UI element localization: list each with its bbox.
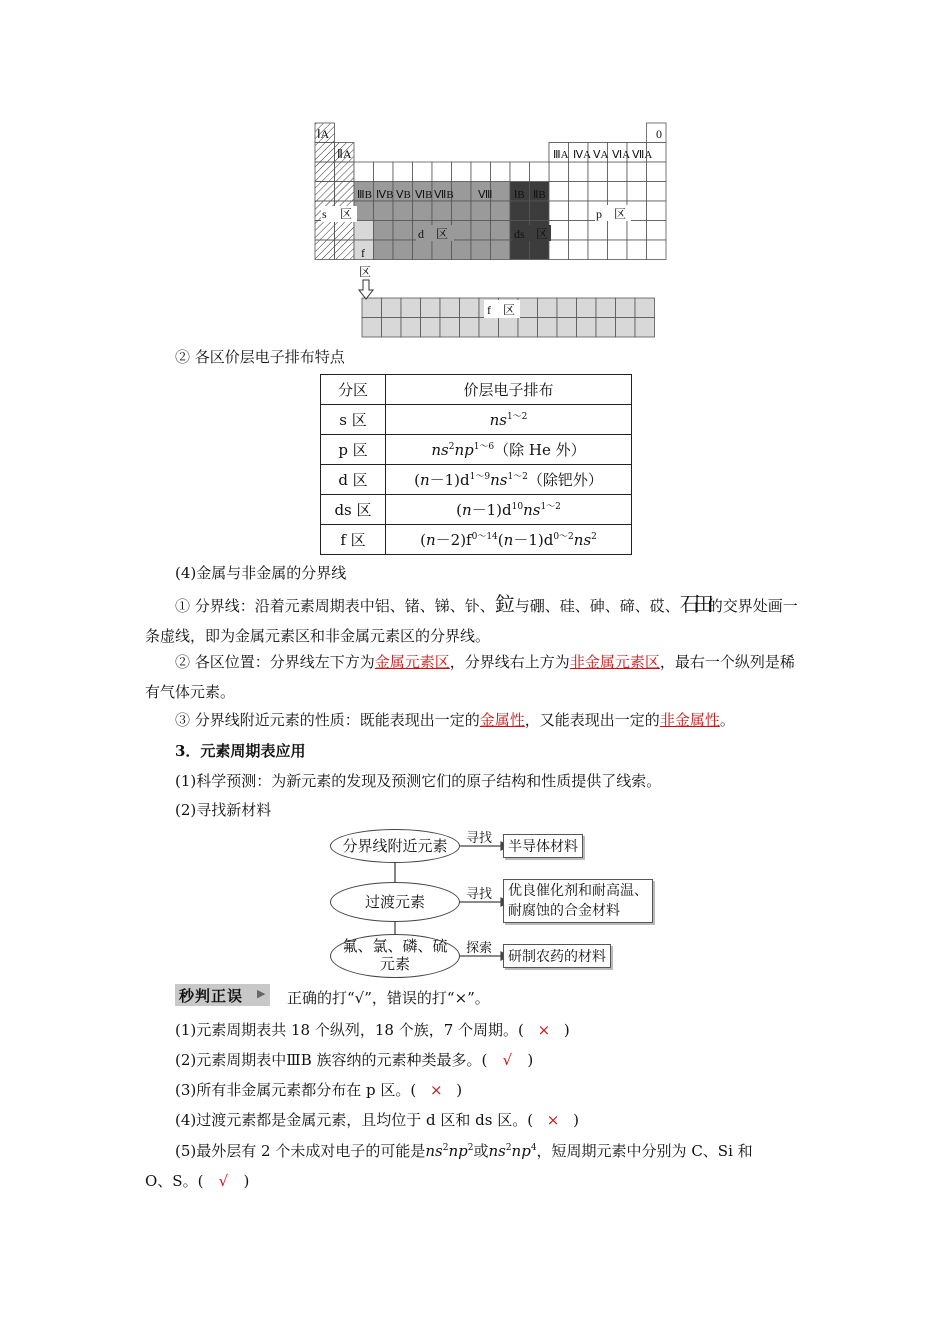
- zone-cell: ds 区: [321, 495, 386, 525]
- quiz-item-1: (1)元素周期表共 18 个纵列，18 个族，7 个周期。( × ): [175, 1021, 570, 1039]
- table-header-config: 价层电子排布: [386, 375, 632, 405]
- quiz-item-5-cont: O、S。( √ ): [145, 1172, 250, 1190]
- p-block-cell: [588, 182, 608, 202]
- lanthanide-actinide-cell: [382, 298, 402, 318]
- d-block-cell: [452, 221, 472, 241]
- quiz-answer-mark: ×: [429, 1081, 443, 1099]
- s-block-cell: [315, 162, 335, 182]
- p-block-cell: [647, 201, 667, 221]
- lanthanide-actinide-cell: [421, 298, 441, 318]
- s-block-cell: [315, 221, 335, 241]
- p-block-cell: [549, 240, 569, 260]
- d-block-cell: [413, 240, 433, 260]
- group-header-cell: [374, 162, 394, 182]
- d-block-cell: [491, 201, 511, 221]
- group-label-5a: ⅤA: [593, 149, 609, 161]
- p-block-cell: [608, 221, 628, 241]
- s-block-label: s: [322, 207, 327, 221]
- s-block-cell: [315, 240, 335, 260]
- f-block-cell: [354, 221, 374, 241]
- quiz-answer-mark: √: [218, 1172, 229, 1190]
- quiz-answer-mark: ×: [546, 1111, 560, 1129]
- p-block-cell: [569, 221, 589, 241]
- lanthanide-actinide-cell: [401, 298, 421, 318]
- answer-metal-zone: 金属元素区: [374, 653, 450, 671]
- flow-node-halogen-elements: 氟、氯、磷、硫 元素: [330, 934, 460, 978]
- f-row-label: f: [487, 303, 491, 317]
- group-label-8: Ⅷ: [478, 189, 493, 201]
- p-block-cell: [608, 182, 628, 202]
- s-block-cell: [335, 182, 355, 202]
- lanthanide-actinide-cell: [577, 298, 597, 318]
- lanthanide-actinide-cell: [538, 298, 558, 318]
- flow-node-boundary-elements: 分界线附近元素: [330, 829, 460, 863]
- lanthanide-actinide-cell: [518, 318, 538, 338]
- p-block-cell: [647, 162, 667, 182]
- lanthanide-actinide-cell: [616, 318, 636, 338]
- d-block-cell: [393, 221, 413, 241]
- group-label-2b: ⅡB: [533, 189, 546, 201]
- config-cell: $(n-1)d^{1\sim 9}ns^{1\sim 2}$（除钯外）: [386, 465, 632, 495]
- p-block-cell: [588, 162, 608, 182]
- p-block-cell: [569, 162, 589, 182]
- flow-result-catalyst-alloy: 优良催化剂和耐高温、 耐腐蚀的合金材料: [503, 879, 653, 923]
- lanthanide-actinide-cell: [401, 318, 421, 338]
- zone-cell: f 区: [321, 525, 386, 555]
- lanthanide-actinide-cell: [440, 298, 460, 318]
- application-item-1: (1)科学预测：为新元素的发现及预测它们的原子结构和性质提供了线索。: [175, 772, 662, 790]
- zone-cell: s 区: [321, 405, 386, 435]
- d-block-cell: [393, 201, 413, 221]
- d-block-cell: [491, 240, 511, 260]
- group-label-3a: ⅢA: [553, 149, 569, 161]
- d-block-cell: [432, 201, 452, 221]
- config-cell: $ns^{1\sim 2}$: [386, 405, 632, 435]
- group-label-5b: ⅤB: [396, 189, 411, 201]
- s-block-qu: 区: [340, 207, 353, 221]
- p-block-cell: [549, 221, 569, 241]
- lanthanide-actinide-cell: [479, 318, 499, 338]
- p-block-cell: [627, 240, 647, 260]
- flow-result-semiconductor: 半导体材料: [503, 834, 583, 858]
- f-row-qu: 区: [503, 303, 516, 317]
- lanthanide-actinide-cell: [460, 318, 480, 338]
- lanthanide-actinide-cell: [596, 298, 616, 318]
- ds-block-cell: [510, 201, 530, 221]
- lanthanide-actinide-cell: [421, 318, 441, 338]
- zone-cell: p 区: [321, 435, 386, 465]
- p-block-cell: [549, 182, 569, 202]
- d-block-label: d: [418, 227, 424, 241]
- quiz-item-2: (2)元素周期表中ⅢB 族容纳的元素种类最多。( √ ): [175, 1051, 534, 1069]
- group-header-cell: [471, 162, 491, 182]
- periodic-table-diagram: [300, 118, 680, 343]
- table-row: [321, 405, 632, 435]
- quiz-tag: [175, 984, 270, 1006]
- quiz-answer-mark: ×: [537, 1021, 551, 1039]
- d-block-cell: [452, 182, 472, 202]
- d-block-cell: [374, 221, 394, 241]
- section-title: ② 各区价层电子排布特点: [175, 348, 345, 366]
- table-header-row: [321, 375, 632, 405]
- p-block-cell: [608, 162, 628, 182]
- quiz-tag-label: 秒判正误: [179, 987, 244, 1005]
- f-block-qu-top: 区: [359, 265, 372, 279]
- quiz-item-5: (5)最外层有 2 个未成对电子的可能是$ns^2np^2$或$ns^2np^4$，短周期元素中分别为 C、Si 和: [175, 1142, 753, 1160]
- group-header-cell: [530, 162, 550, 182]
- d-block-cell: [413, 201, 433, 221]
- quiz-instruction: 正确的打“√”，错误的打“×”。: [287, 989, 490, 1007]
- p-block-cell: [569, 201, 589, 221]
- group-header-cell: [393, 162, 413, 182]
- play-icon: ▶: [257, 987, 266, 1000]
- boundary-para-1: ① 分界线：沿着元素周期表中铝、锗、锑、钋、鉝与硼、硅、砷、碲、砹、石田的交界处画一条虚线，即为金属元素区和非金属元素区的分界线。: [145, 592, 798, 645]
- element-char-113: 鉝: [494, 592, 515, 616]
- d-block-cell: [452, 240, 472, 260]
- flow-arrow-label-1: 寻找: [466, 831, 493, 846]
- lanthanide-actinide-cell: [635, 318, 655, 338]
- lanthanide-actinide-cell: [362, 298, 382, 318]
- ds-block-cell: [530, 240, 550, 260]
- group-header-cell: [432, 162, 452, 182]
- group-label-7a: ⅦA: [632, 149, 653, 161]
- group-label-4a: ⅣA: [573, 149, 592, 161]
- group-header-cell: [510, 162, 530, 182]
- table-row: [321, 525, 632, 555]
- d-block-qu: 区: [436, 227, 449, 241]
- p-block-cell: [569, 182, 589, 202]
- ds-block-label: ds: [514, 227, 525, 241]
- p-block-cell: [647, 221, 667, 241]
- lanthanide-actinide-cell: [538, 318, 558, 338]
- lanthanide-actinide-cell: [577, 318, 597, 338]
- config-cell: $ns^2np^{1\sim 6}$（除 He 外）: [386, 435, 632, 465]
- lanthanide-actinide-cell: [382, 318, 402, 338]
- application-item-2: (2)寻找新材料: [175, 801, 272, 819]
- d-block-cell: [491, 182, 511, 202]
- boundary-para-3: ③ 分界线附近元素的性质：既能表现出一定的金属性，又能表现出一定的非金属性。: [175, 711, 735, 729]
- boundary-para-2: ② 各区位置：分界线左下方为金属元素区，分界线右上方为非金属元素区，最右一个纵列是稀有气体元素。: [145, 653, 795, 701]
- lanthanide-actinide-cell: [596, 318, 616, 338]
- d-block-cell: [432, 240, 452, 260]
- quiz-item-3: (3)所有非金属元素都分布在 p 区。( × ): [175, 1081, 463, 1099]
- group-header-cell: [452, 162, 472, 182]
- p-block-cell: [608, 240, 628, 260]
- table-row: [321, 435, 632, 465]
- flow-node-transition-elements: 过渡元素: [330, 882, 460, 922]
- group-label-6a: ⅥA: [612, 149, 631, 161]
- f-block-label-top: f: [361, 246, 365, 260]
- ds-block-cell: [530, 201, 550, 221]
- s-block-cell: [315, 182, 335, 202]
- lanthanide-actinide-cell: [518, 298, 538, 318]
- quiz-item-4: (4)过渡元素都是金属元素，且均位于 d 区和 ds 区。( × ): [175, 1111, 579, 1129]
- group-label-1a: ⅠA: [317, 127, 330, 141]
- s-block-cell: [315, 143, 335, 163]
- quiz-answer-mark: √: [502, 1051, 513, 1069]
- group-label-6b: ⅥB: [415, 189, 433, 201]
- valence-electron-table: [320, 374, 632, 555]
- table-header-zone: 分区: [321, 375, 386, 405]
- s-block-cell: [335, 221, 355, 241]
- table-row: [321, 465, 632, 495]
- group-label-7b: ⅦB: [434, 189, 454, 201]
- p-block-cell: [569, 240, 589, 260]
- p-block-cell: [549, 201, 569, 221]
- group-header-cell: [413, 162, 433, 182]
- d-block-cell: [491, 221, 511, 241]
- d-block-cell: [471, 201, 491, 221]
- zone-cell: d 区: [321, 465, 386, 495]
- group-label-4b: ⅣB: [376, 189, 394, 201]
- p-block-cell: [647, 182, 667, 202]
- p-block-label: p: [596, 207, 602, 221]
- p-block-qu: 区: [614, 207, 627, 221]
- flow-result-pesticide: 研制农药的材料: [503, 944, 611, 968]
- element-char-117: 石田: [679, 592, 708, 616]
- group-label-2a: ⅡA: [337, 147, 352, 161]
- d-block-cell: [374, 201, 394, 221]
- lanthanide-actinide-cell: [460, 298, 480, 318]
- flow-arrow-label-2: 寻找: [466, 887, 493, 902]
- f-block-arrow: [359, 280, 373, 299]
- table-row: [321, 495, 632, 525]
- p-block-cell: [588, 240, 608, 260]
- d-block-cell: [471, 240, 491, 260]
- d-block-cell: [393, 240, 413, 260]
- ds-block-qu: 区: [536, 227, 549, 241]
- p-block-cell: [627, 221, 647, 241]
- lanthanide-actinide-cell: [616, 298, 636, 318]
- answer-metallic: 金属性: [479, 711, 525, 729]
- group-label-3b: ⅢB: [357, 189, 372, 201]
- lanthanide-actinide-cell: [557, 298, 577, 318]
- lanthanide-actinide-cell: [362, 318, 382, 338]
- s-block-cell: [335, 240, 355, 260]
- p-block-cell: [588, 221, 608, 241]
- group-label-0: 0: [656, 127, 662, 141]
- group-label-1b: ⅠB: [514, 189, 525, 201]
- lanthanide-actinide-cell: [635, 298, 655, 318]
- boundary-heading: (4)金属与非金属的分界线: [175, 564, 347, 582]
- p-block-cell: [627, 182, 647, 202]
- config-cell: $(n-2)f^{0\sim 14}(n-1)d^{0\sim 2}ns^2$: [386, 525, 632, 555]
- flow-arrow-label-3: 探索: [466, 941, 493, 956]
- application-heading: 3．元素周期表应用: [175, 742, 306, 760]
- p-block-cell: [627, 162, 647, 182]
- s-block-cell: [335, 162, 355, 182]
- answer-nonmetal-zone: 非金属元素区: [569, 653, 660, 671]
- d-block-cell: [471, 221, 491, 241]
- d-block-cell: [374, 240, 394, 260]
- lanthanide-actinide-cell: [440, 318, 460, 338]
- config-cell: $(n-1)d^{10}ns^{1\sim 2}$: [386, 495, 632, 525]
- lanthanide-actinide-cell: [499, 318, 519, 338]
- group-header-cell: [354, 162, 374, 182]
- lanthanide-actinide-cell: [557, 318, 577, 338]
- d-block-cell: [452, 201, 472, 221]
- answer-nonmetallic: 非金属性: [659, 711, 720, 729]
- group-header-cell: [491, 162, 511, 182]
- ds-block-cell: [510, 240, 530, 260]
- p-block-cell: [647, 240, 667, 260]
- p-block-cell: [549, 162, 569, 182]
